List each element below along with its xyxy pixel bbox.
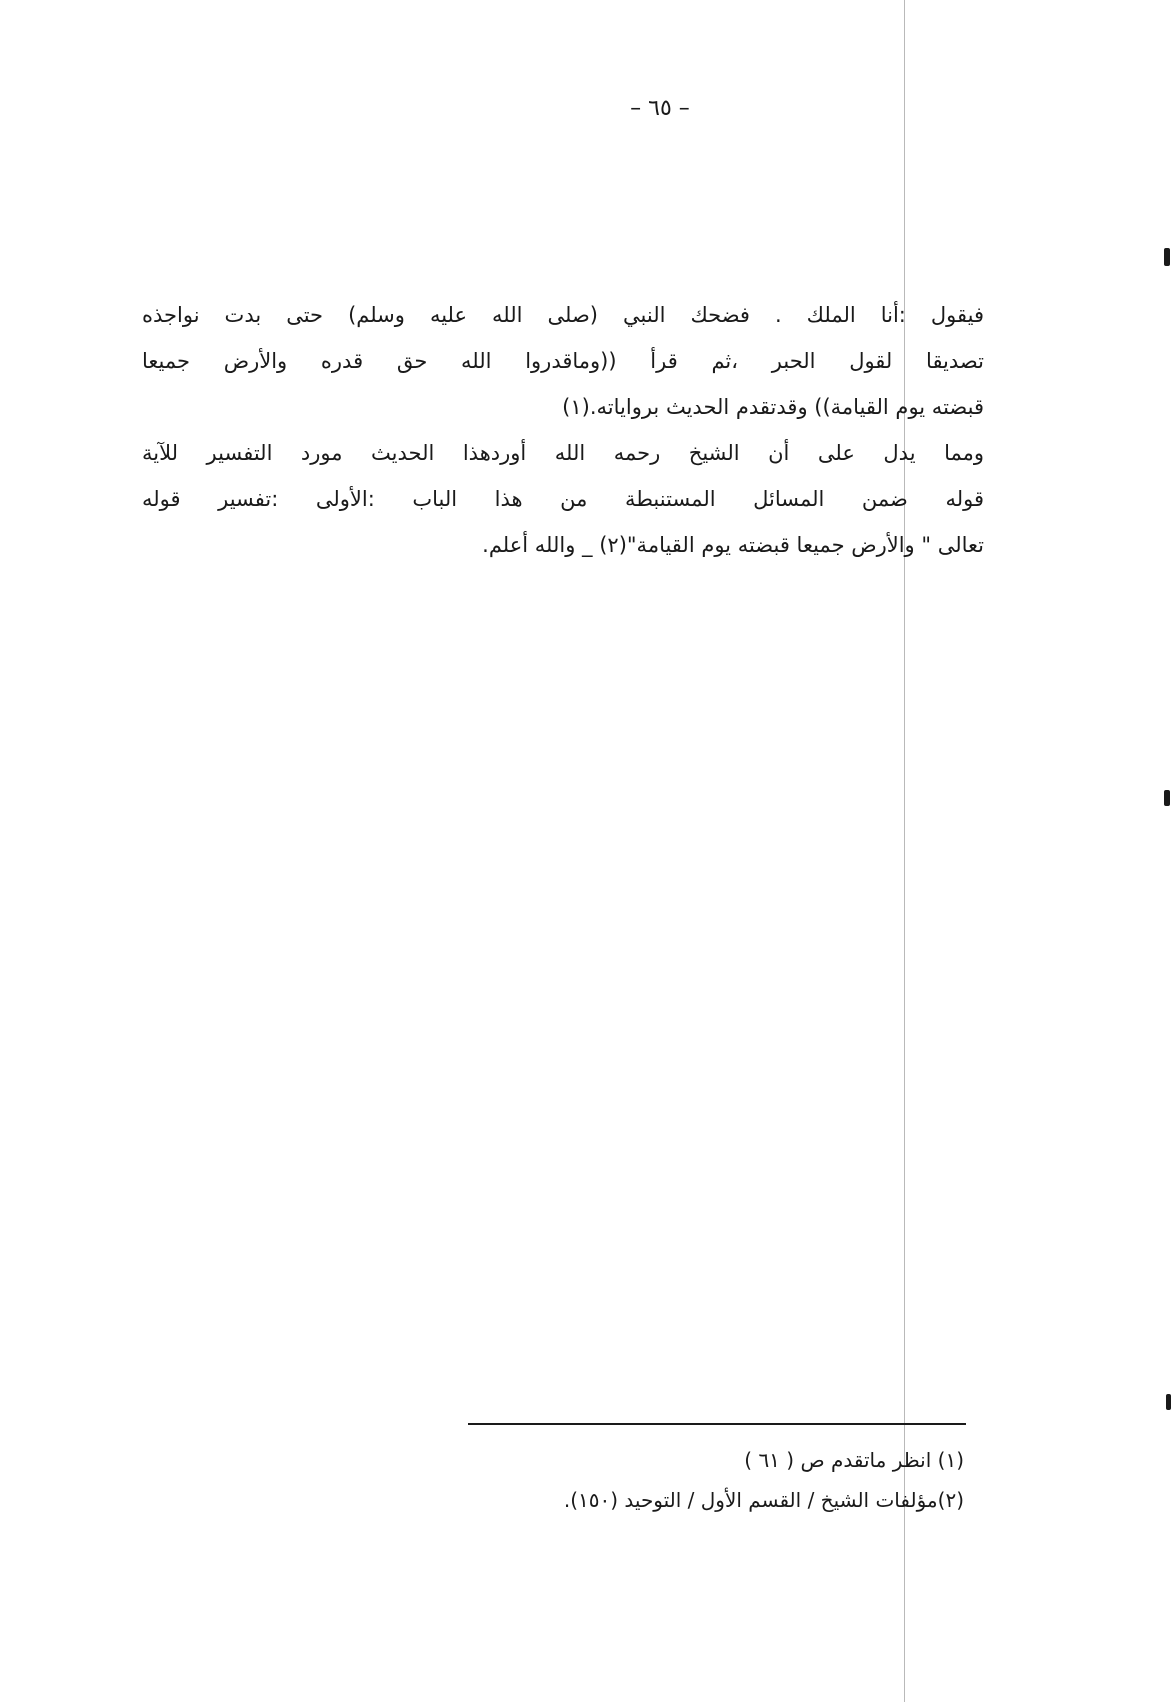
footnotes [360,1440,964,1520]
page-number: – ٦٥ – [630,96,690,121]
body-line: قوله ضمن المسائل المستنبطة من هذا الباب :الأولى :تفسير قوله [142,487,984,511]
body-line: ومما يدل على أن الشيخ رحمه الله أوردهذا الحديث مورد التفسير للآية [142,441,984,465]
scan-edge-mark [1164,248,1170,266]
scan-edge-mark [1164,790,1170,806]
footnote-separator [468,1423,966,1425]
body-line: قبضته يوم القيامة)) وقدتقدم الحديث برواياته.(١) [562,395,984,419]
footnote-2: (٢)مؤلفات الشيخ / القسم الأول / التوحيد (١٥٠). [563,1488,964,1512]
body-line: فيقول :أنا الملك . فضحك النبي (صلى الله عليه وسلم) حتى بدت نواجذه [142,303,984,327]
footnote-1: (١) انظر ماتقدم ص ( ٦١ ) [744,1448,964,1472]
body-line: تصديقا لقول الحبر ،ثم قرأ ((وماقدروا الله حق قدره والأرض جميعا [142,349,984,373]
scan-edge-mark [1166,1394,1171,1410]
body-paragraph [142,292,984,568]
body-line: تعالى " والأرض جميعا قبضته يوم القيامة"(٢) _ والله أعلم. [482,533,984,557]
